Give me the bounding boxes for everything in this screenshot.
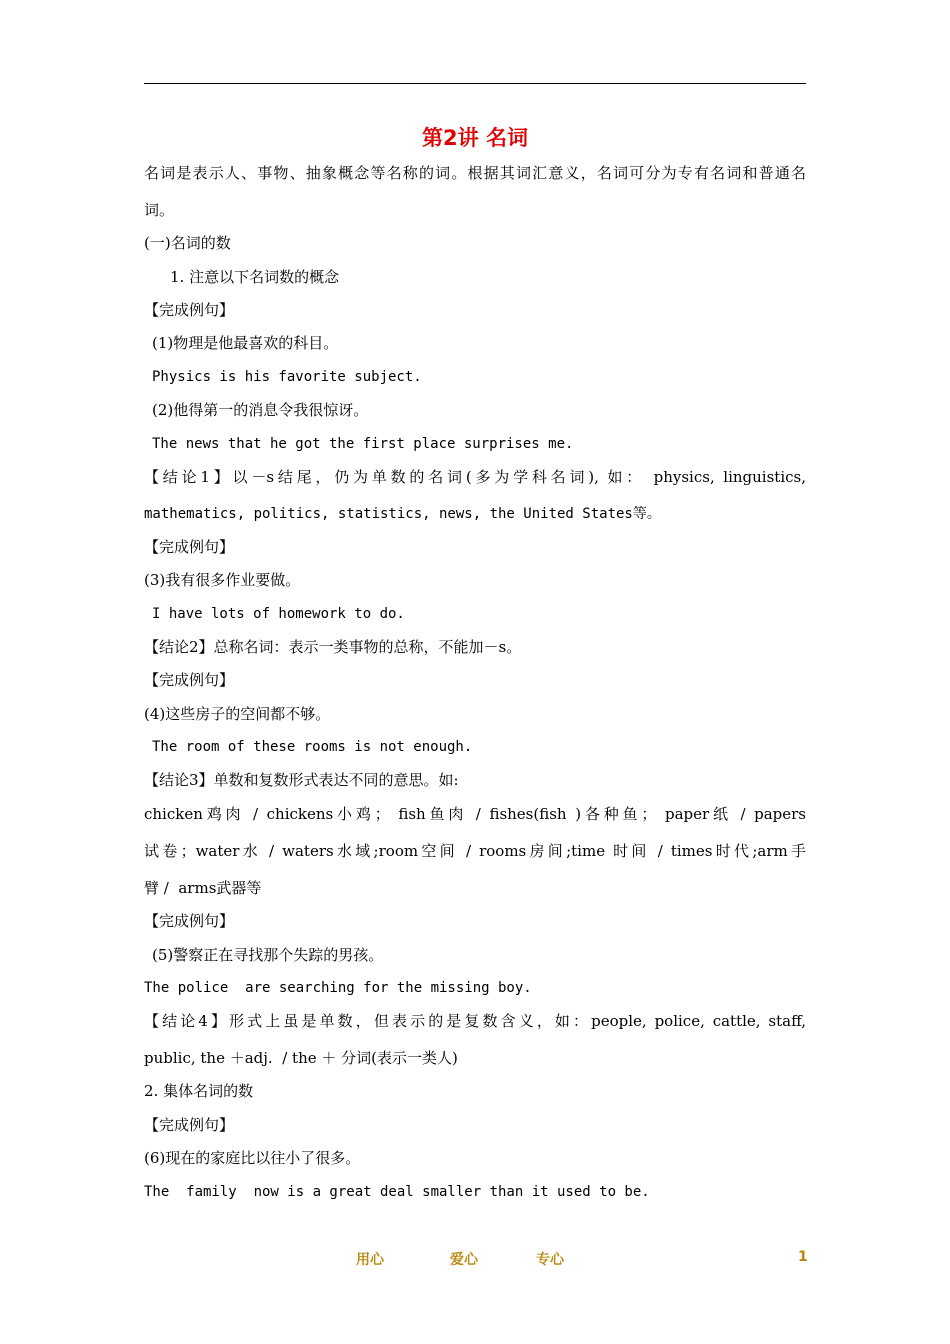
header-rule [144,83,806,84]
example-english: Physics is his favorite subject. [152,369,422,385]
conclusion-line: 试卷；water水 / waters水域;room空间 / rooms房间;time 时间 / times时代;arm手 [144,842,806,860]
page-title: 第2讲 名词 [422,126,528,150]
conclusion-line: 【结论3】单数和复数形式表达不同的意思。如: [144,771,459,789]
conclusion-line: 【结论2】总称名词：表示一类事物的总称，不能加－s。 [144,638,522,656]
subsection-heading: 2. 集体名词的数 [144,1082,254,1100]
example-chinese: (2)他得第一的消息令我很惊讶。 [152,401,369,419]
footer-item: 爱心 [450,1252,478,1268]
footer-item: 专心 [536,1252,564,1268]
example-chinese: (1)物理是他最喜欢的科目。 [152,334,339,352]
conclusion-line: 【结论4】形式上虽是单数，但表示的是复数含义，如：people, police, cattle, staff, [144,1012,806,1030]
exercise-label: 【完成例句】 [144,671,235,689]
exercise-label: 【完成例句】 [144,1116,235,1134]
example-chinese: (4)这些房子的空间都不够。 [144,705,331,723]
example-chinese: (5)警察正在寻找那个失踪的男孩。 [152,946,384,964]
text-line: 名词是表示人、事物、抽象概念等名称的词。根据其词汇意义，名词可分为专有名词和普通名 [144,164,806,182]
conclusion-line: 臂 / arms武器等 [144,879,262,897]
section-heading: (一)名词的数 [144,234,231,252]
subsection-heading: 1. 注意以下名词数的概念 [170,268,340,286]
conclusion-line: chicken鸡肉 / chickens小鸡； fish鱼肉 / fishes(fish )各种鱼； paper纸 / papers [144,805,806,823]
text-line: 词。 [144,201,175,219]
conclusion-line: mathematics, politics, statistics, news, the United States等。 [144,506,661,522]
exercise-label: 【完成例句】 [144,301,235,319]
conclusion-line: public, the ＋adj. / the ＋ 分词(表示一类人) [144,1049,458,1067]
exercise-label: 【完成例句】 [144,538,235,556]
exercise-label: 【完成例句】 [144,912,235,930]
example-chinese: (3)我有很多作业要做。 [144,571,301,589]
example-english: The room of these rooms is not enough. [152,739,473,755]
page-number: 1 [798,1249,808,1265]
example-chinese: (6)现在的家庭比以往小了很多。 [144,1149,361,1167]
example-english: The family now is a great deal smaller than it used to be. [144,1184,650,1200]
conclusion-line: 【结论1】以－s结尾，仍为单数的名词(多为学科名词), 如： physics, linguistics, [144,468,806,486]
example-english: I have lots of homework to do. [152,606,405,622]
example-english: The news that he got the first place surprises me. [152,436,574,452]
footer-item: 用心 [356,1252,384,1268]
example-english: The police are searching for the missing boy. [144,980,532,996]
